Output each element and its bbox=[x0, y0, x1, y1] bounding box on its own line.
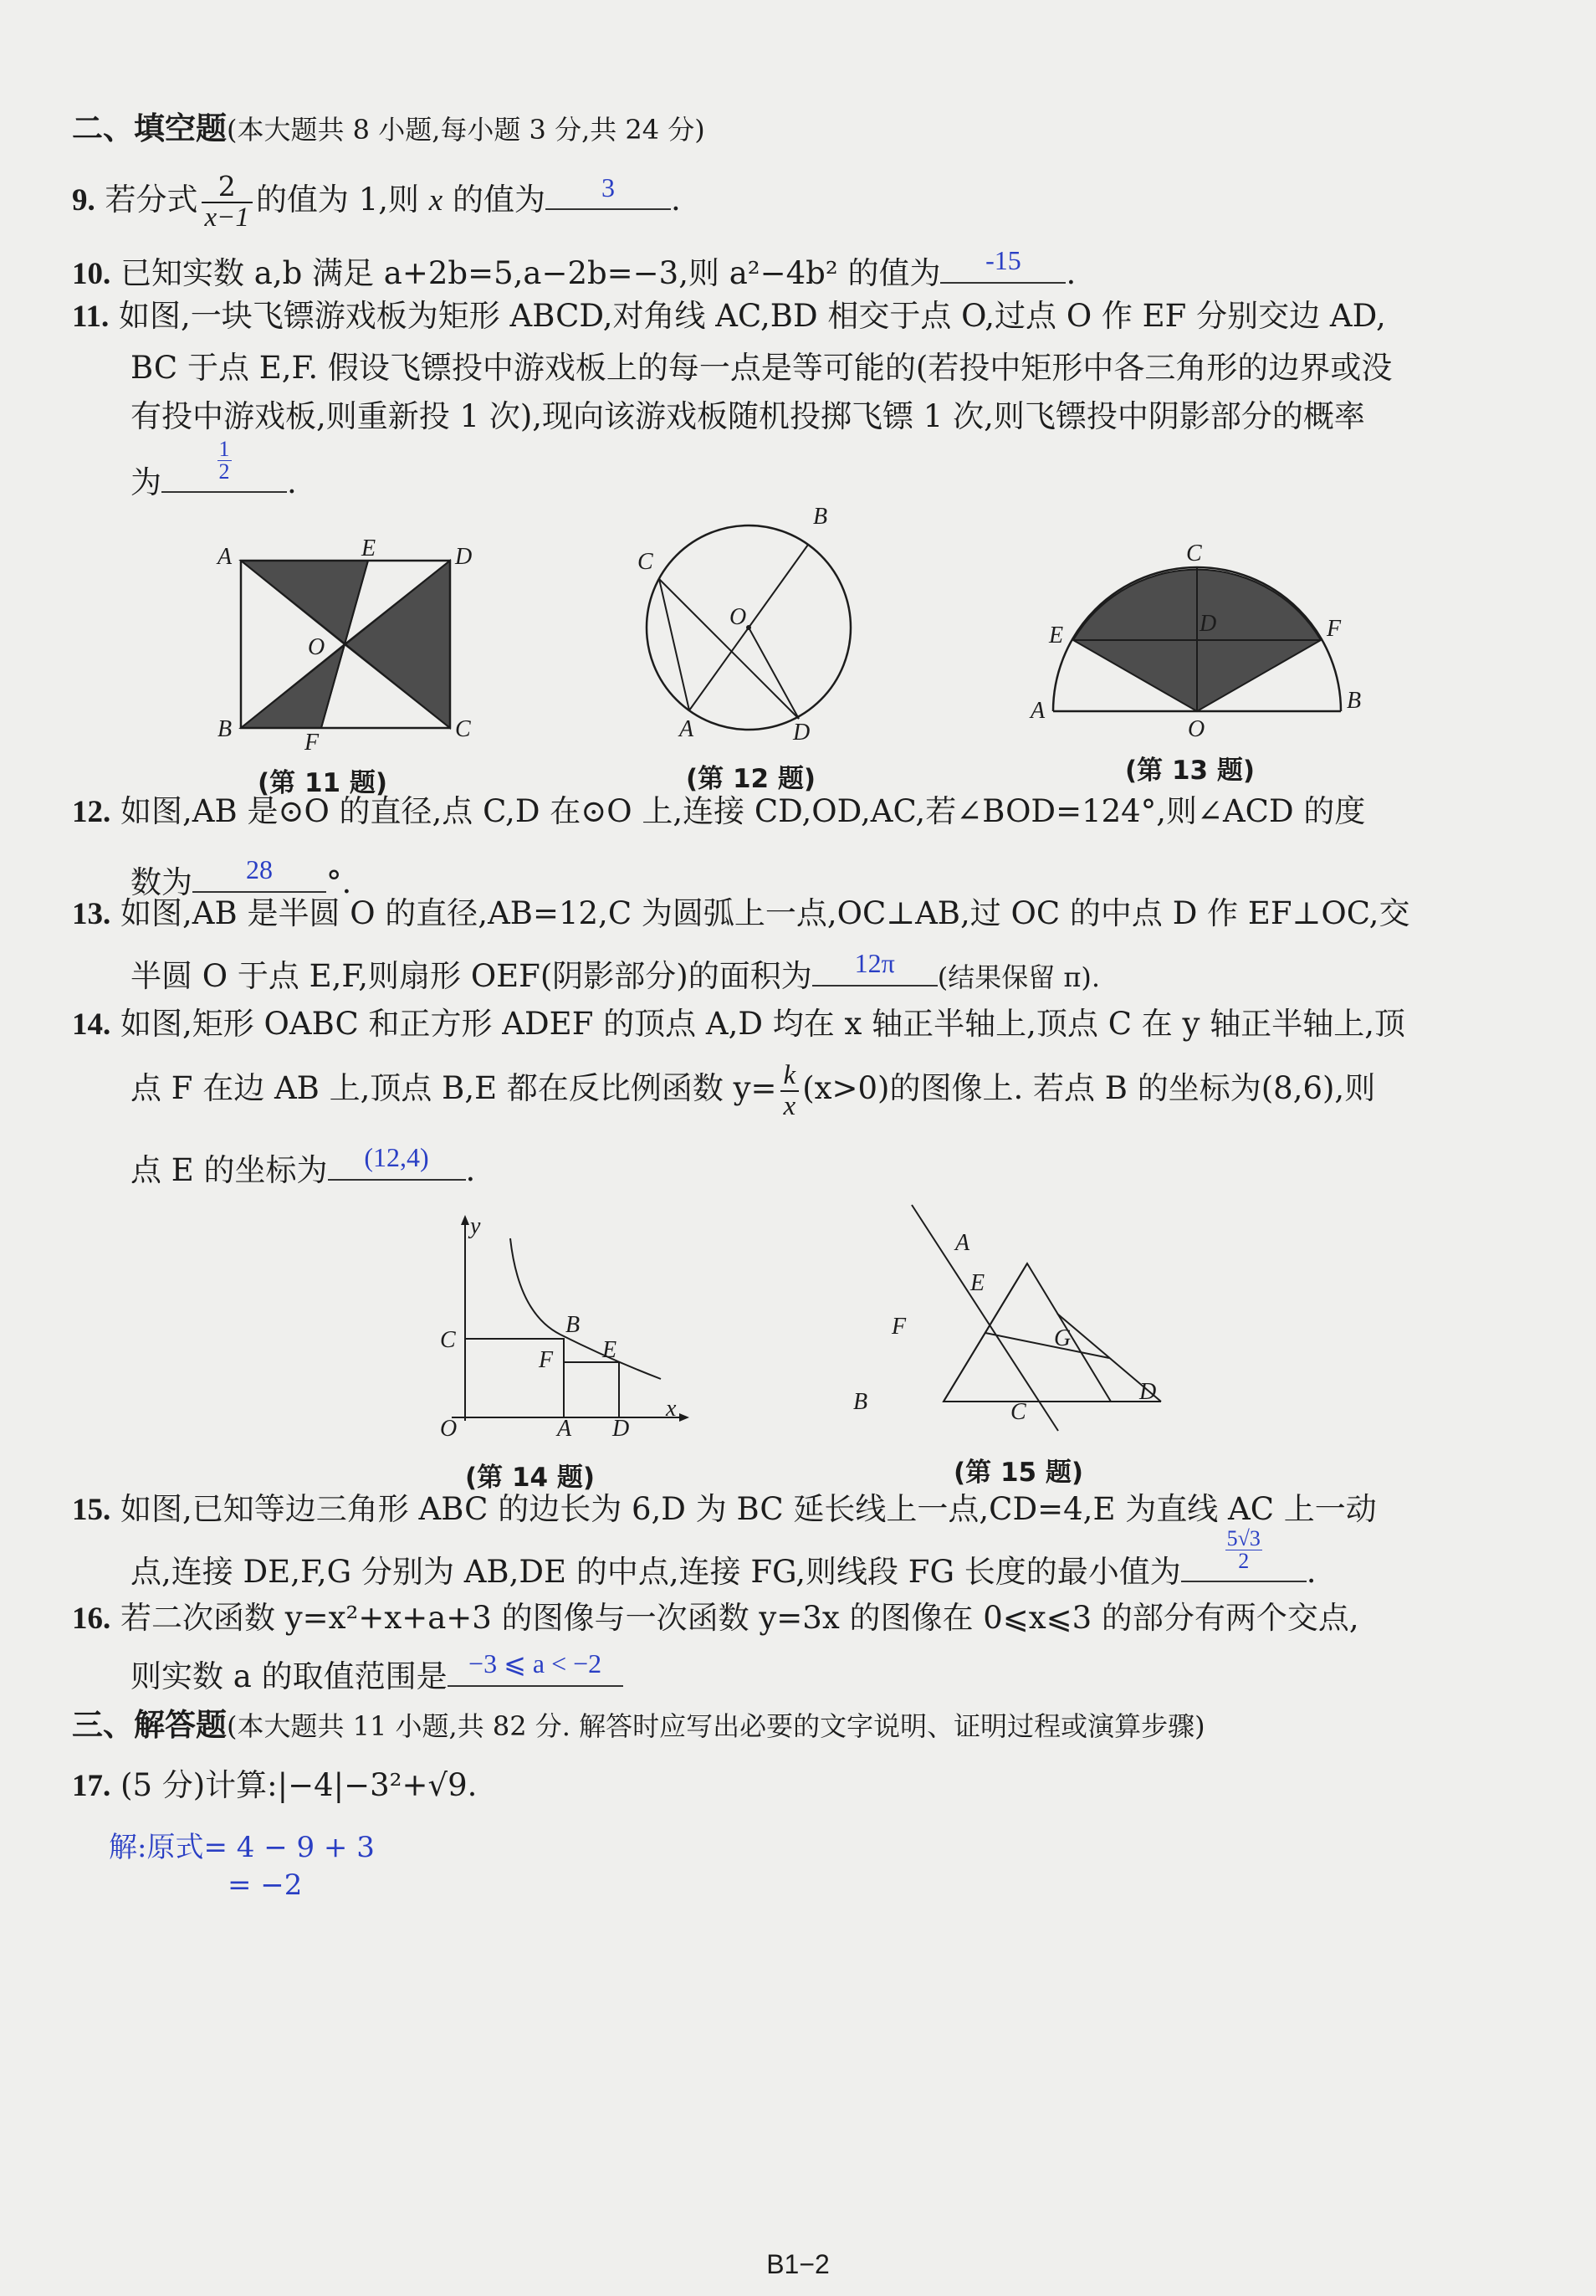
answer-14: (12,4) bbox=[364, 1142, 429, 1173]
label-A: A bbox=[217, 544, 233, 570]
question-14-line-3: 点 E 的坐标为 (12,4) . bbox=[130, 1142, 476, 1188]
label-B: B bbox=[217, 716, 233, 742]
label-B: B bbox=[853, 1389, 868, 1415]
question-11-line-2: BC 于点 E,F. 假设飞镖投中游戏板上的每一点是等可能的(若投中矩形中各三角形的边界或没 bbox=[130, 350, 1393, 386]
question-15-line-1: 15. 如图,已知等边三角形 ABC 的边长为 6,D 为 BC 延长线上一点,CD=4,E 为直线 AC 上一动 bbox=[72, 1491, 1377, 1529]
q9-mid: 的值为 1,则 bbox=[255, 182, 429, 218]
q9-fraction: $\frac{2}{x-1}$ bbox=[202, 172, 253, 232]
answer-16: −3 ⩽ a < −2 bbox=[468, 1648, 602, 1679]
label-C: C bbox=[440, 1327, 456, 1353]
label-F: F bbox=[539, 1347, 554, 1373]
label-E: E bbox=[602, 1337, 617, 1363]
answer-blank-9 bbox=[545, 172, 671, 210]
label-D: D bbox=[455, 544, 473, 570]
figure-15 bbox=[836, 1197, 1188, 1439]
section-2-header bbox=[72, 110, 705, 147]
question-15-line-2: 点,连接 DE,F,G 分别为 AB,DE 的中点,连接 FG,则线段 FG 长度的最小值为 $\frac{5√3}{2}$ . bbox=[130, 1526, 1317, 1590]
label-B: B bbox=[1347, 688, 1362, 714]
label-x: x bbox=[666, 1396, 677, 1422]
solution-line-2: = −2 bbox=[228, 1868, 303, 1902]
question-11-line-1: 11. 如图,一块飞镖游戏板为矩形 ABCD,对角线 AC,BD 相交于点 O,过点 O 作 EF 分别交边 AD, bbox=[72, 298, 1386, 336]
question-number: 9. bbox=[72, 183, 95, 218]
question-14-line-2: 点 F 在边 AB 上,顶点 B,E 都在反比例函数 y= $\frac{k}{x}$ (x>0)的图像上. 若点 B 的坐标为(8,6),则 bbox=[130, 1060, 1376, 1121]
answer-15: $\frac{5√3}{2}$ bbox=[1226, 1526, 1261, 1574]
question-16-line-1: 16. 若二次函数 y=x²+x+a+3 的图像与一次函数 y=3x 的图像在 0⩽x⩽3 的部分有两个交点, bbox=[72, 1600, 1359, 1637]
label-O: O bbox=[729, 604, 747, 630]
label-D: D bbox=[612, 1416, 630, 1439]
label-F: F bbox=[892, 1314, 907, 1340]
label-E: E bbox=[361, 536, 376, 561]
q9-post: 的值为 bbox=[442, 182, 545, 218]
label-D: D bbox=[1139, 1379, 1157, 1405]
answer-9: 3 bbox=[601, 172, 615, 202]
question-number: 10. bbox=[72, 256, 111, 291]
question-number: 11. bbox=[72, 300, 110, 334]
question-14-line-1: 14. 如图,矩形 OABC 和正方形 ADEF 的顶点 A,D 均在 x 轴正半轴上,顶点 C 在 y 轴正半轴上,顶 bbox=[72, 1006, 1405, 1043]
label-D: D bbox=[1200, 611, 1217, 637]
label-A: A bbox=[557, 1416, 572, 1439]
q14-fraction: $\frac{k}{x}$ bbox=[780, 1061, 800, 1120]
answer-12: 28 bbox=[246, 854, 273, 885]
label-E: E bbox=[1049, 623, 1064, 648]
label-C: C bbox=[455, 716, 471, 742]
caption-fig-13: (第 13 题) bbox=[1125, 756, 1256, 786]
question-number: 15. bbox=[72, 1493, 111, 1527]
question-12-line-2: 数为 28 °. bbox=[130, 854, 352, 900]
section-3-title: 三、解答题 bbox=[72, 1707, 227, 1743]
figure-14 bbox=[418, 1213, 703, 1439]
label-F: F bbox=[304, 730, 320, 753]
answer-blank-13 bbox=[812, 948, 938, 987]
label-A: A bbox=[679, 716, 694, 742]
label-G: G bbox=[1054, 1325, 1072, 1351]
label-A: A bbox=[955, 1230, 970, 1256]
question-number: 14. bbox=[72, 1007, 111, 1042]
label-A: A bbox=[1031, 698, 1046, 724]
caption-fig-12: (第 12 题) bbox=[686, 764, 816, 794]
question-number: 16. bbox=[72, 1602, 111, 1636]
label-C: C bbox=[1186, 541, 1202, 566]
question-number: 17. bbox=[72, 1769, 111, 1803]
section-3-note: (本大题共 11 小题,共 82 分. 解答时应写出必要的文字说明、证明过程或演算步骤) bbox=[227, 1710, 1205, 1742]
question-12-line-1: 12. 如图,AB 是⊙O 的直径,点 C,D 在⊙O 上,连接 CD,OD,AC,若∠BOD=124°,则∠ACD 的度 bbox=[72, 793, 1365, 831]
question-16-line-2: 则实数 a 的取值范围是 −3 ⩽ a < −2 bbox=[130, 1653, 623, 1695]
question-9: 9. 若分式 $\frac{2}{x-1}$ 的值为 1,则 x 的值为 3 . bbox=[72, 170, 681, 233]
solution-line-1: 解:原式= 4 − 9 + 3 bbox=[109, 1831, 375, 1864]
answer-blank-14 bbox=[328, 1142, 466, 1181]
figure-13 bbox=[1021, 536, 1372, 745]
q10-text: 已知实数 a,b 满足 a+2b=5,a−2b=−3,则 a²−4b² 的值为 bbox=[120, 254, 941, 291]
label-O: O bbox=[1188, 716, 1205, 742]
question-13-line-1: 13. 如图,AB 是半圆 O 的直径,AB=12,C 为圆弧上一点,OC⊥AB,过 OC 的中点 D 作 EF⊥OC,交 bbox=[72, 895, 1409, 933]
label-B: B bbox=[813, 504, 828, 530]
answer-blank-15 bbox=[1181, 1526, 1307, 1582]
answer-13: 12π bbox=[854, 948, 895, 979]
label-C: C bbox=[1010, 1399, 1026, 1425]
question-10: 10. 已知实数 a,b 满足 a+2b=5,a−2b=−3,则 a²−4b² 的值为 -15 . bbox=[72, 249, 1076, 293]
label-O: O bbox=[308, 634, 325, 660]
label-y: y bbox=[470, 1213, 481, 1239]
section-2-title: 二、填空题 bbox=[72, 110, 227, 146]
caption-fig-11: (第 11 题) bbox=[258, 768, 388, 798]
label-D: D bbox=[793, 720, 811, 746]
answer-11: $\frac{1}{2}$ bbox=[218, 437, 230, 484]
question-number: 12. bbox=[72, 795, 111, 829]
question-11-line-3: 有投中游戏板,则重新投 1 次),现向该游戏板随机投掷飞镖 1 次,则飞镖投中阴影部分的概率 bbox=[130, 398, 1365, 434]
section-3-header bbox=[72, 1707, 1205, 1744]
q9-pre: 若分式 bbox=[105, 182, 198, 218]
question-13-line-2: 半圆 O 于点 E,F,则扇形 OEF(阴影部分)的面积为 12π (结果保留 π). bbox=[130, 948, 1101, 994]
answer-10: -15 bbox=[985, 245, 1021, 276]
answer-blank-16 bbox=[448, 1648, 623, 1687]
question-number: 13. bbox=[72, 897, 111, 931]
caption-fig-14: (第 14 题) bbox=[465, 1463, 596, 1493]
label-F: F bbox=[1327, 616, 1342, 642]
label-B: B bbox=[565, 1312, 581, 1338]
label-O: O bbox=[440, 1416, 458, 1439]
page-footer: B1−2 bbox=[766, 2249, 830, 2279]
section-2-note: (本大题共 8 小题,每小题 3 分,共 24 分) bbox=[227, 114, 705, 146]
figure-12 bbox=[627, 502, 878, 753]
caption-fig-15: (第 15 题) bbox=[954, 1458, 1084, 1488]
question-17: 17. (5 分)计算:|−4|−3²+√9. bbox=[72, 1767, 477, 1805]
figure-11 bbox=[209, 536, 485, 753]
answer-blank-10 bbox=[940, 245, 1066, 284]
label-E: E bbox=[970, 1270, 985, 1296]
question-11-line-4: 为 $\frac{1}{2}$ . bbox=[130, 437, 297, 500]
label-C: C bbox=[637, 549, 653, 575]
